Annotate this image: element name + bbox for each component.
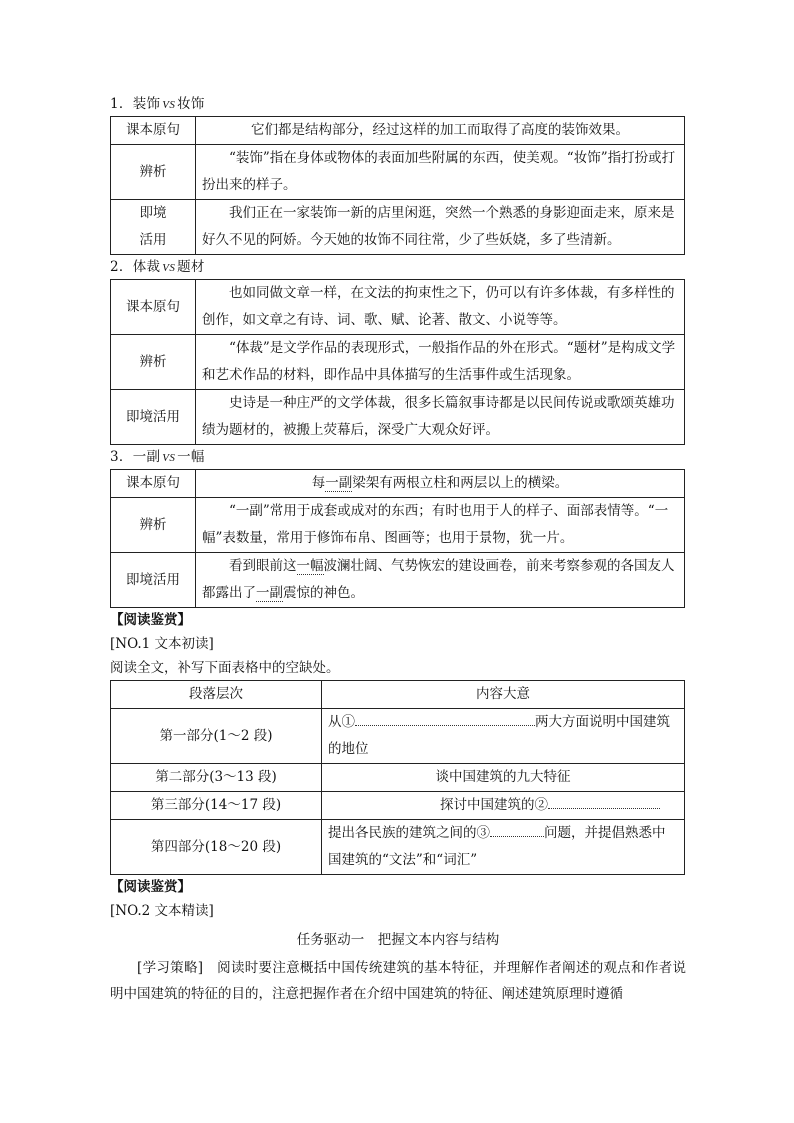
section-2-heading	[110, 255, 686, 279]
text-part: 梁架有两根立柱和两层以上的横梁。	[352, 475, 569, 491]
text-part: 波澜壮阔、气势恢宏的建设画卷，前来考察参观的各国友人都露出了	[202, 558, 675, 601]
table-row	[111, 764, 685, 792]
section-2-table	[110, 279, 685, 445]
table-row	[111, 498, 685, 553]
section-2-heading-end: 题材	[177, 259, 205, 275]
text-part: 每	[311, 475, 326, 491]
blank-3-field[interactable]	[490, 820, 544, 837]
table-row	[111, 145, 685, 200]
table-row	[111, 553, 685, 608]
text-part: 提出各民族的建筑之间的③	[328, 825, 490, 841]
row-label: 辨析	[111, 145, 196, 200]
row-text: 谈中国建筑的九大特征	[322, 764, 685, 792]
section-3-heading	[110, 445, 686, 469]
row-label: 课本原句	[111, 280, 196, 335]
table-row	[111, 335, 685, 390]
table-row	[111, 709, 685, 764]
document-page	[110, 92, 686, 1007]
row-label: 课本原句	[111, 470, 196, 498]
strategy-paragraph	[110, 955, 686, 1007]
instruction-text: 阅读全文，补写下面表格中的空缺处。	[110, 660, 340, 676]
section-3-heading-end: 一幅	[177, 449, 205, 465]
row-label: 辨析	[111, 335, 196, 390]
strategy-text: 阅读时要注意概括中国传统建筑的基本特征，并理解作者阐述的观点和作者说明中国建筑的特征的目的，注意把握作者在介绍中国建筑的特征、阐述建筑原理时遵循	[110, 960, 687, 1002]
section-3-table	[110, 469, 685, 608]
blank-2-field[interactable]	[548, 792, 660, 809]
row-label: 即境活用	[111, 390, 196, 445]
section-3-heading-start: 3．一副	[110, 449, 161, 465]
table-header-row	[111, 681, 685, 709]
row-text	[322, 792, 685, 820]
section-1-table	[110, 116, 685, 255]
table-row	[111, 200, 685, 255]
text-part: 两大方面说明中国建筑的地位	[328, 714, 670, 757]
table-row	[111, 117, 685, 145]
reading-section-title: 【阅读鉴赏】	[110, 612, 191, 628]
table-row	[111, 792, 685, 820]
header-cell: 段落层次	[111, 681, 322, 709]
row-label: 第二部分(3～13 段)	[111, 764, 322, 792]
row-text: 史诗是一种庄严的文学体裁，很多长篇叙事诗都是以民间传说或歌颂英雄功绩为题材的，被搬上荧幕后，深受广大观众好评。	[196, 390, 685, 445]
blank-1-field[interactable]	[355, 709, 535, 726]
reading-section-title: 【阅读鉴赏】	[110, 879, 191, 895]
section-1-heading-start: 1．装饰	[110, 96, 161, 112]
section-1-heading	[110, 92, 686, 116]
reading-subtitle: [NO.1 文本初读]	[110, 636, 214, 652]
table-row	[111, 390, 685, 445]
row-text: “一副”常用于成套或成对的东西；有时也用于人的样子、面部表情等。“一幅”表数量，常用于修饰布帛、图画等；也用于景物，犹一片。	[196, 498, 685, 553]
section-3-vs: VS	[162, 452, 176, 464]
row-text: “体裁”是文学作品的表现形式，一般指作品的外在形式。“题材”是构成文学和艺术作品的材料，即作品中具体描写的生活事件或生活现象。	[196, 335, 685, 390]
row-label: 第一部分(1～2 段)	[111, 709, 322, 764]
section-1-vs: VS	[162, 99, 176, 111]
row-text	[196, 470, 685, 498]
text-part: 震惊的神色。	[283, 585, 364, 601]
row-label: 即境 活用	[111, 200, 196, 255]
task-title: 任务驱动一 把握文本内容与结构	[296, 932, 500, 948]
row-text: 它们都是结构部分，经过这样的加工而取得了高度的装饰效果。	[196, 117, 685, 145]
text-part: 看到眼前这	[229, 558, 297, 574]
structure-table	[110, 680, 685, 875]
row-label: 辨析	[111, 498, 196, 553]
emphasized-word: 一副	[256, 585, 283, 601]
strategy-tag: [学习策略]	[137, 960, 204, 976]
emphasized-word: 一幅	[296, 558, 324, 574]
section-1-heading-end: 妆饰	[177, 96, 205, 112]
row-label: 即境活用	[111, 553, 196, 608]
section-2-vs: VS	[162, 262, 176, 274]
table-row	[111, 820, 685, 875]
row-text: “装饰”指在身体或物体的表面加些附属的东西，使美观。“妆饰”指打扮或打扮出来的样子。	[196, 145, 685, 200]
emphasized-word: 一副	[325, 475, 353, 491]
row-text	[196, 553, 685, 608]
table-row	[111, 280, 685, 335]
reading-subtitle: [NO.2 文本精读]	[110, 903, 214, 919]
row-text: 我们正在一家装饰一新的店里闲逛，突然一个熟悉的身影迎面走来，原来是好久不见的阿娇。今天她的妆饰不同往常，少了些妖娆，多了些清新。	[196, 200, 685, 255]
text-part: 探讨中国建筑的②	[440, 797, 548, 813]
header-cell: 内容大意	[322, 681, 685, 709]
row-text	[322, 820, 685, 875]
section-2-heading-start: 2．体裁	[110, 259, 161, 275]
row-label: 第三部分(14～17 段)	[111, 792, 322, 820]
row-label: 课本原句	[111, 117, 196, 145]
row-text: 也如同做文章一样，在文法的拘束性之下，仍可以有许多体裁，有多样性的创作，如文章之有诗、词、歌、赋、论著、散文、小说等等。	[196, 280, 685, 335]
text-part: 从①	[328, 714, 355, 730]
row-label: 第四部分(18～20 段)	[111, 820, 322, 875]
text-part: 问题，并提倡熟悉中国建筑的“文法”和“词汇”	[328, 825, 666, 868]
table-row	[111, 470, 685, 498]
row-text	[322, 709, 685, 764]
